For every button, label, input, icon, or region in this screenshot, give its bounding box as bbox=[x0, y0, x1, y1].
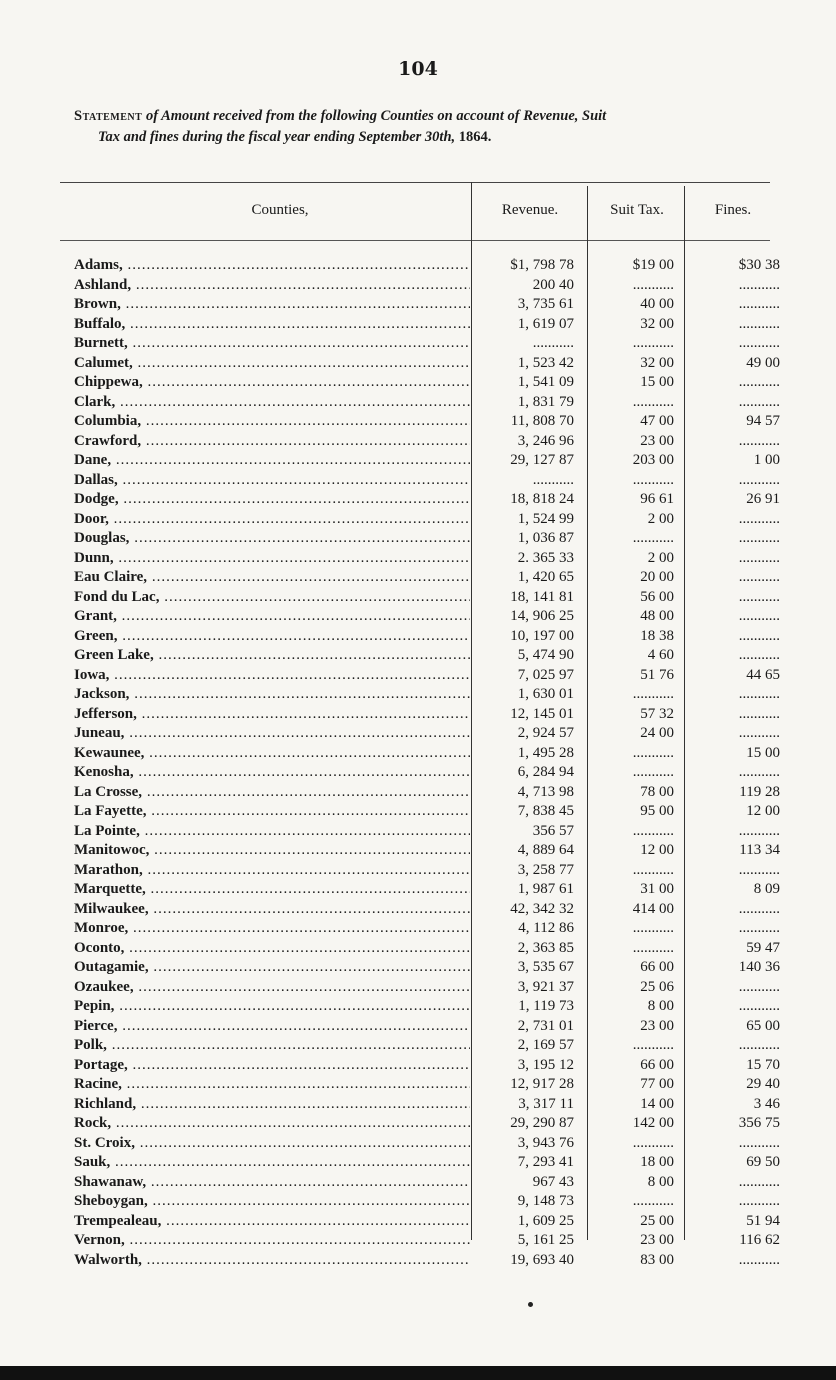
county-name: Clark, ..... bbox=[74, 393, 470, 412]
table-row bbox=[0, 373, 836, 393]
revenue-cell: 1, 541 09 bbox=[517, 374, 574, 390]
suit-tax-cell: ........... bbox=[632, 276, 674, 293]
table-row bbox=[0, 783, 836, 803]
suit-tax-cell: ........... bbox=[632, 744, 674, 761]
revenue-cell: 42, 342 32 bbox=[510, 900, 574, 917]
fines-cell: ........... bbox=[738, 374, 780, 390]
table-row bbox=[0, 1173, 836, 1193]
table-row bbox=[0, 1134, 836, 1154]
revenue-cell: 1, 524 99 bbox=[517, 510, 574, 527]
statement-year: 1864. bbox=[458, 129, 492, 145]
county-name: Polk, ..... bbox=[74, 1036, 470, 1055]
county-name: Walworth, ..... bbox=[74, 1251, 470, 1270]
revenue-cell: 1, 119 73 bbox=[518, 998, 574, 1014]
revenue-cell: 5, 161 25 bbox=[517, 1232, 574, 1248]
statement-text-2: Tax and fines during the fiscal year ending September 30th, bbox=[98, 129, 456, 145]
county-name: Sheboygan, ..... bbox=[74, 1192, 470, 1211]
suit-tax-cell: 66 00 bbox=[640, 959, 674, 975]
statement-heading bbox=[74, 106, 786, 148]
fines-cell: 1 00 bbox=[753, 452, 780, 468]
suit-tax-cell: ........... bbox=[632, 471, 674, 488]
fines-cell: ........... bbox=[738, 315, 780, 332]
revenue-cell: 7, 838 45 bbox=[517, 803, 574, 819]
revenue-cell: 3, 921 37 bbox=[517, 978, 574, 995]
fines-cell: ........... bbox=[738, 705, 780, 722]
table-row bbox=[0, 471, 836, 491]
table-row bbox=[0, 744, 836, 764]
table-row bbox=[0, 1212, 836, 1232]
county-name: Green, ..... bbox=[74, 627, 470, 646]
revenue-cell: $1, 798 78 bbox=[510, 257, 574, 273]
county-name: Dallas, ..... bbox=[74, 471, 470, 490]
revenue-cell: 2, 363 85 bbox=[517, 939, 574, 956]
fines-cell: 49 00 bbox=[746, 354, 780, 371]
revenue-cell: 4, 112 86 bbox=[518, 920, 574, 936]
county-name: Portage, ..... bbox=[74, 1056, 470, 1075]
fines-cell: 119 28 bbox=[739, 783, 780, 800]
statement-line-1 bbox=[74, 106, 786, 127]
table-row bbox=[0, 1095, 836, 1115]
revenue-cell: 3, 317 11 bbox=[518, 1095, 574, 1112]
table-row bbox=[0, 276, 836, 296]
suit-tax-cell: ........... bbox=[632, 686, 674, 702]
table-row bbox=[0, 802, 836, 822]
suit-tax-cell: 4 60 bbox=[647, 647, 674, 663]
table-row bbox=[0, 295, 836, 315]
fines-cell: ........... bbox=[738, 296, 780, 312]
county-name: Pepin, ..... bbox=[74, 997, 470, 1016]
suit-tax-cell: 23 00 bbox=[640, 432, 674, 449]
revenue-cell: 3, 246 96 bbox=[517, 432, 574, 449]
fines-cell: ........... bbox=[738, 569, 780, 585]
suit-tax-cell: 15 00 bbox=[640, 374, 674, 390]
revenue-cell: 29, 127 87 bbox=[510, 452, 574, 468]
fines-cell: ........... bbox=[738, 627, 780, 644]
county-name: Pierce, ..... bbox=[74, 1017, 470, 1036]
county-name: Rock, ..... bbox=[74, 1114, 470, 1133]
county-name: Racine, ..... bbox=[74, 1075, 470, 1094]
revenue-cell: 12, 145 01 bbox=[510, 705, 574, 722]
county-name: Eau Claire, ..... bbox=[74, 568, 470, 587]
county-name: Dodge, ..... bbox=[74, 490, 470, 509]
suit-tax-cell: 47 00 bbox=[640, 413, 674, 429]
table-row bbox=[0, 841, 836, 861]
county-name: Adams, ..... bbox=[74, 256, 470, 275]
table-row bbox=[0, 1036, 836, 1056]
county-name: Sauk, ..... bbox=[74, 1153, 470, 1172]
county-name: Richland, ..... bbox=[74, 1095, 470, 1114]
page-number: 104 bbox=[398, 58, 438, 80]
revenue-cell: 19, 693 40 bbox=[510, 1251, 574, 1268]
fines-cell: ........... bbox=[738, 978, 780, 995]
county-name: La Fayette, ..... bbox=[74, 802, 470, 821]
suit-tax-cell: 18 38 bbox=[640, 627, 674, 644]
suit-tax-cell: ........... bbox=[632, 1037, 674, 1053]
table-row bbox=[0, 451, 836, 471]
suit-tax-cell: 40 00 bbox=[640, 296, 674, 312]
county-name: Douglas, ..... bbox=[74, 529, 470, 548]
county-name: Marathon, ..... bbox=[74, 861, 470, 880]
revenue-cell: 1, 619 07 bbox=[517, 315, 574, 332]
revenue-cell: 18, 818 24 bbox=[510, 491, 574, 507]
table-row bbox=[0, 334, 836, 354]
county-name: Chippewa, ..... bbox=[74, 373, 470, 392]
table-row bbox=[0, 256, 836, 276]
suit-tax-cell: 24 00 bbox=[640, 725, 674, 741]
fines-cell: ........... bbox=[738, 920, 780, 936]
suit-tax-cell: 96 61 bbox=[640, 491, 674, 507]
revenue-cell: 4, 713 98 bbox=[517, 783, 574, 800]
county-name: Juneau, ..... bbox=[74, 724, 470, 743]
revenue-cell: 11, 808 70 bbox=[510, 413, 574, 429]
county-name: Outagamie, ..... bbox=[74, 958, 470, 977]
table-row bbox=[0, 490, 836, 510]
suit-tax-cell: 51 76 bbox=[640, 666, 674, 683]
fines-cell: ........... bbox=[738, 647, 780, 663]
fines-cell: ........... bbox=[738, 686, 780, 702]
suit-tax-cell: ........... bbox=[632, 822, 674, 839]
county-name: Ozaukee, ..... bbox=[74, 978, 470, 997]
table-row bbox=[0, 412, 836, 432]
table-row bbox=[0, 510, 836, 530]
suit-tax-cell: 23 00 bbox=[640, 1232, 674, 1248]
county-name: Buffalo, ..... bbox=[74, 315, 470, 334]
county-name: Columbia, ..... bbox=[74, 412, 470, 431]
county-name: Marquette, ..... bbox=[74, 880, 470, 899]
county-name: Calumet, ..... bbox=[74, 354, 470, 373]
table-row bbox=[0, 1231, 836, 1251]
table-row bbox=[0, 1075, 836, 1095]
county-name: Jefferson, ..... bbox=[74, 705, 470, 724]
fines-cell: $30 38 bbox=[738, 257, 780, 273]
revenue-cell: 7, 293 41 bbox=[517, 1154, 574, 1170]
table-top-rule bbox=[60, 182, 770, 183]
fines-cell: 51 94 bbox=[746, 1212, 780, 1229]
suit-tax-cell: 23 00 bbox=[640, 1017, 674, 1034]
county-name: Kewaunee, ..... bbox=[74, 744, 470, 763]
suit-tax-cell: ........... bbox=[632, 1193, 674, 1209]
county-name: Trempealeau, ..... bbox=[74, 1212, 470, 1231]
revenue-cell: ........... bbox=[532, 471, 574, 488]
table-row bbox=[0, 666, 836, 686]
county-name: Brown, ..... bbox=[74, 295, 470, 314]
county-name: Grant, ..... bbox=[74, 607, 470, 626]
revenue-cell: 967 43 bbox=[532, 1173, 574, 1190]
fines-cell: ........... bbox=[738, 900, 780, 917]
suit-tax-cell: 414 00 bbox=[632, 900, 674, 917]
revenue-cell: 1, 630 01 bbox=[517, 686, 574, 702]
county-name: Green Lake, ..... bbox=[74, 646, 470, 665]
table-row bbox=[0, 646, 836, 666]
revenue-cell: 200 40 bbox=[532, 276, 574, 293]
fines-cell: 356 75 bbox=[738, 1115, 780, 1131]
county-table-body bbox=[0, 256, 836, 1270]
suit-tax-cell: $19 00 bbox=[632, 257, 674, 273]
table-row bbox=[0, 822, 836, 842]
table-row bbox=[0, 568, 836, 588]
fines-cell: ........... bbox=[738, 510, 780, 527]
fines-cell: ........... bbox=[738, 276, 780, 293]
fines-cell: 8 09 bbox=[753, 881, 780, 897]
county-name: Jackson, ..... bbox=[74, 685, 470, 704]
county-name: St. Croix, ..... bbox=[74, 1134, 470, 1153]
table-row bbox=[0, 685, 836, 705]
header-counties: Counties, bbox=[251, 202, 309, 218]
fines-cell: ........... bbox=[738, 1173, 780, 1190]
suit-tax-cell: 95 00 bbox=[640, 803, 674, 819]
fines-cell: ........... bbox=[738, 549, 780, 566]
suit-tax-cell: 32 00 bbox=[640, 315, 674, 332]
revenue-cell: 29, 290 87 bbox=[510, 1115, 574, 1131]
fines-cell: 12 00 bbox=[746, 803, 780, 819]
fines-cell: ........... bbox=[738, 530, 780, 546]
revenue-cell: 9, 148 73 bbox=[517, 1193, 574, 1209]
county-name: Shawanaw, ..... bbox=[74, 1173, 470, 1192]
table-row bbox=[0, 919, 836, 939]
suit-tax-cell: 8 00 bbox=[647, 998, 674, 1014]
fines-cell: 26 91 bbox=[746, 491, 780, 507]
county-name: Dane, ..... bbox=[74, 451, 470, 470]
table-row bbox=[0, 763, 836, 783]
county-name: Door, ..... bbox=[74, 510, 470, 529]
revenue-cell: 4, 889 64 bbox=[517, 842, 574, 858]
suit-tax-cell: 25 00 bbox=[640, 1212, 674, 1229]
county-name: Iowa, ..... bbox=[74, 666, 470, 685]
fines-cell: ........... bbox=[738, 1251, 780, 1268]
fines-cell: 3 46 bbox=[753, 1095, 780, 1112]
table-row bbox=[0, 315, 836, 335]
revenue-cell: 5, 474 90 bbox=[517, 647, 574, 663]
revenue-cell: 3, 258 77 bbox=[517, 861, 574, 878]
fines-cell: ........... bbox=[738, 1134, 780, 1151]
county-name: La Crosse, ..... bbox=[74, 783, 470, 802]
revenue-cell: 2, 169 57 bbox=[517, 1037, 574, 1053]
suit-tax-cell: 14 00 bbox=[640, 1095, 674, 1112]
table-row bbox=[0, 978, 836, 998]
county-name: Kenosha, ..... bbox=[74, 763, 470, 782]
revenue-cell: 3, 535 67 bbox=[517, 959, 574, 975]
county-name: Burnett, ..... bbox=[74, 334, 470, 353]
suit-tax-cell: 56 00 bbox=[640, 588, 674, 605]
suit-tax-cell: ........... bbox=[632, 530, 674, 546]
county-name: Ashland, ..... bbox=[74, 276, 470, 295]
fines-cell: 94 57 bbox=[746, 413, 780, 429]
suit-tax-cell: ........... bbox=[632, 764, 674, 780]
revenue-cell: 1, 987 61 bbox=[517, 881, 574, 897]
revenue-cell: 7, 025 97 bbox=[517, 666, 574, 683]
statement-text-1: of Amount received from the following Counties on account of Revenue, Suit bbox=[145, 108, 607, 124]
revenue-cell: 2, 731 01 bbox=[517, 1017, 574, 1034]
fines-cell: 59 47 bbox=[746, 939, 780, 956]
suit-tax-cell: ........... bbox=[632, 335, 674, 351]
county-name: Vernon, ..... bbox=[74, 1231, 470, 1250]
revenue-cell: 3, 943 76 bbox=[517, 1134, 574, 1151]
revenue-cell: 1, 609 25 bbox=[517, 1212, 574, 1229]
county-name: Oconto, ..... bbox=[74, 939, 470, 958]
revenue-cell: 12, 917 28 bbox=[510, 1076, 574, 1092]
fines-cell: 113 34 bbox=[739, 842, 780, 858]
revenue-cell: 356 57 bbox=[532, 822, 574, 839]
table-row bbox=[0, 588, 836, 608]
header-rule bbox=[60, 240, 770, 241]
revenue-cell: 14, 906 25 bbox=[510, 608, 574, 624]
table-row bbox=[0, 607, 836, 627]
table-row bbox=[0, 880, 836, 900]
table-row bbox=[0, 705, 836, 725]
table-row bbox=[0, 724, 836, 744]
table-row bbox=[0, 354, 836, 374]
suit-tax-cell: ........... bbox=[632, 1134, 674, 1151]
county-name: Milwaukee, ..... bbox=[74, 900, 470, 919]
suit-tax-cell: 2 00 bbox=[647, 549, 674, 566]
revenue-cell: 18, 141 81 bbox=[510, 588, 574, 605]
suit-tax-cell: 78 00 bbox=[640, 783, 674, 800]
fines-cell: ........... bbox=[738, 335, 780, 351]
suit-tax-cell: 25 06 bbox=[640, 978, 674, 995]
fines-cell: ........... bbox=[738, 608, 780, 624]
revenue-cell: 3, 735 61 bbox=[517, 296, 574, 312]
table-row bbox=[0, 1153, 836, 1173]
table-row bbox=[0, 900, 836, 920]
fines-cell: ........... bbox=[738, 725, 780, 741]
revenue-cell: 1, 420 65 bbox=[517, 569, 574, 585]
fines-cell: 140 36 bbox=[738, 959, 780, 975]
header-suit-tax: Suit Tax. bbox=[610, 202, 664, 218]
revenue-cell: 3, 195 12 bbox=[517, 1056, 574, 1073]
revenue-cell: ........... bbox=[532, 335, 574, 351]
table-row bbox=[0, 861, 836, 881]
fines-cell: 44 65 bbox=[746, 666, 780, 683]
statement-line-2 bbox=[74, 127, 786, 148]
fines-cell: ........... bbox=[738, 432, 780, 449]
fines-cell: 65 00 bbox=[746, 1017, 780, 1034]
fines-cell: ........... bbox=[738, 764, 780, 780]
suit-tax-cell: ........... bbox=[632, 920, 674, 936]
ink-mark bbox=[528, 1302, 533, 1307]
revenue-cell: 1, 523 42 bbox=[517, 354, 574, 371]
table-row bbox=[0, 1017, 836, 1037]
suit-tax-cell: 203 00 bbox=[632, 452, 674, 468]
suit-tax-cell: 48 00 bbox=[640, 608, 674, 624]
suit-tax-cell: ........... bbox=[632, 393, 674, 410]
revenue-cell: 2. 365 33 bbox=[517, 549, 574, 566]
revenue-cell: 1, 831 79 bbox=[517, 393, 574, 410]
fines-cell: 15 70 bbox=[746, 1056, 780, 1073]
suit-tax-cell: ........... bbox=[632, 939, 674, 956]
suit-tax-cell: 31 00 bbox=[640, 881, 674, 897]
fines-cell: ........... bbox=[738, 588, 780, 605]
fines-cell: ........... bbox=[738, 471, 780, 488]
suit-tax-cell: 142 00 bbox=[632, 1115, 674, 1131]
table-row bbox=[0, 1056, 836, 1076]
scan-edge bbox=[0, 1366, 836, 1380]
fines-cell: ........... bbox=[738, 393, 780, 410]
fines-cell: 116 62 bbox=[739, 1232, 780, 1248]
suit-tax-cell: 8 00 bbox=[647, 1173, 674, 1190]
suit-tax-cell: 83 00 bbox=[640, 1251, 674, 1268]
revenue-cell: 6, 284 94 bbox=[517, 764, 574, 780]
fines-cell: 69 50 bbox=[746, 1154, 780, 1170]
county-name: La Pointe, ..... bbox=[74, 822, 470, 841]
revenue-cell: 2, 924 57 bbox=[517, 725, 574, 741]
table-row bbox=[0, 997, 836, 1017]
suit-tax-cell: 12 00 bbox=[640, 842, 674, 858]
revenue-cell: 10, 197 00 bbox=[510, 627, 574, 644]
fines-cell: ........... bbox=[738, 1037, 780, 1053]
fines-cell: ........... bbox=[738, 998, 780, 1014]
revenue-cell: 1, 495 28 bbox=[517, 744, 574, 761]
table-row bbox=[0, 1192, 836, 1212]
table-row bbox=[0, 529, 836, 549]
county-name: Monroe, ..... bbox=[74, 919, 470, 938]
suit-tax-cell: ........... bbox=[632, 861, 674, 878]
suit-tax-cell: 2 00 bbox=[647, 510, 674, 527]
suit-tax-cell: 32 00 bbox=[640, 354, 674, 371]
suit-tax-cell: 20 00 bbox=[640, 569, 674, 585]
fines-cell: ........... bbox=[738, 861, 780, 878]
suit-tax-cell: 77 00 bbox=[640, 1076, 674, 1092]
revenue-cell: 1, 036 87 bbox=[517, 530, 574, 546]
suit-tax-cell: 57 32 bbox=[640, 705, 674, 722]
fines-cell: 29 40 bbox=[746, 1076, 780, 1092]
statement-lead: Statement bbox=[74, 108, 143, 124]
table-row bbox=[0, 1114, 836, 1134]
suit-tax-cell: 66 00 bbox=[640, 1056, 674, 1073]
county-name: Crawford, ..... bbox=[74, 432, 470, 451]
table-row bbox=[0, 393, 836, 413]
table-row bbox=[0, 939, 836, 959]
suit-tax-cell: 18 00 bbox=[640, 1154, 674, 1170]
header-revenue: Revenue. bbox=[501, 202, 559, 218]
table-row bbox=[0, 627, 836, 647]
fines-cell: ........... bbox=[738, 822, 780, 839]
table-row bbox=[0, 1251, 836, 1271]
table-row bbox=[0, 432, 836, 452]
county-name: Manitowoc, ..... bbox=[74, 841, 470, 860]
fines-cell: 15 00 bbox=[746, 744, 780, 761]
fines-cell: ........... bbox=[738, 1193, 780, 1209]
table-row bbox=[0, 549, 836, 569]
header-fines: Fines. bbox=[714, 202, 752, 218]
county-name: Fond du Lac, ..... bbox=[74, 588, 470, 607]
table-row bbox=[0, 958, 836, 978]
county-name: Dunn, ..... bbox=[74, 549, 470, 568]
